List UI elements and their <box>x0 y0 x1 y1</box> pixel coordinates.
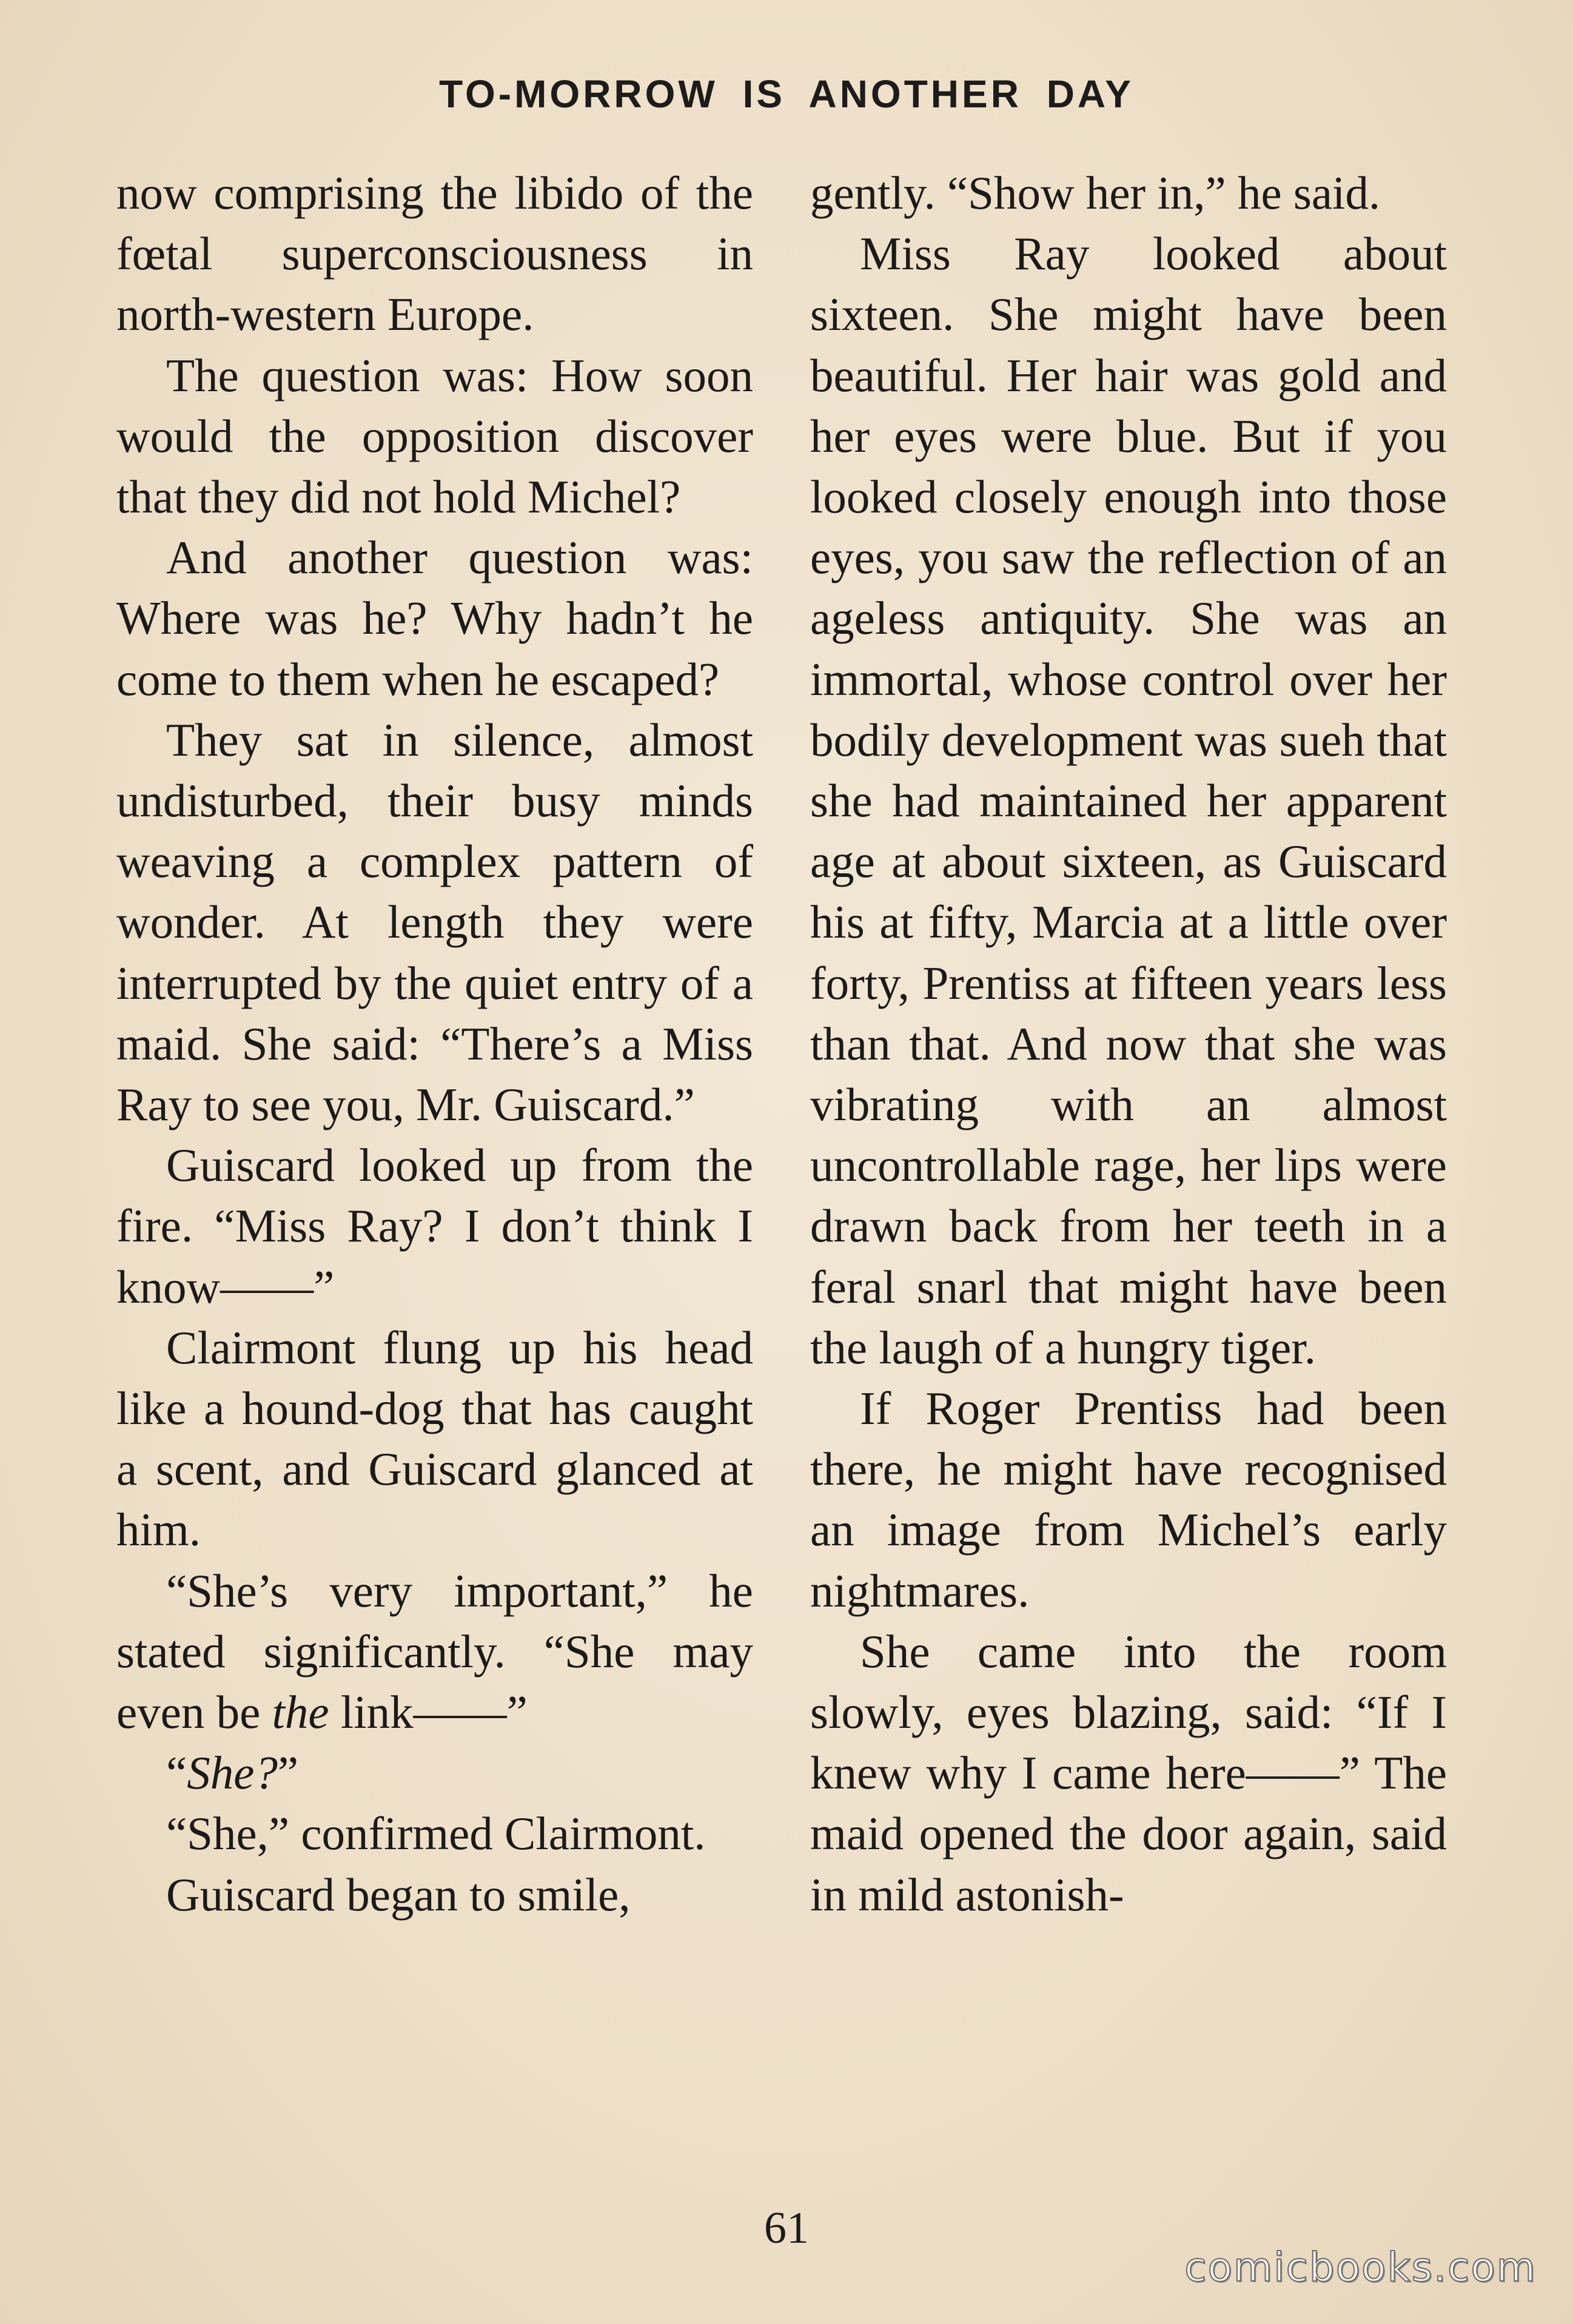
paragraph: Clairmont flung up his head like a hound-dog that has caught a scent, and Guiscard glanced at him. <box>116 1321 753 1556</box>
paragraph: gently. “Show her in,” he said. <box>810 167 1381 219</box>
site-watermark: comicbooks.com <box>1184 2244 1537 2291</box>
paragraph-text: ” <box>277 1747 299 1799</box>
paragraph <box>116 1560 753 1743</box>
paragraph: And another question was: Where was he? Why hadn’t he come to them when he escaped? <box>116 531 753 705</box>
running-head: TO-MORROW IS ANOTHER DAY <box>439 72 1134 116</box>
paragraph: Miss Ray looked about sixteen. She might have been beautiful. Her hair was gold and her eyes were blue. But if you looked closely enough into those eyes, you saw the reflection of an ageless antiquity. She was an immortal, whose control over her bodily development was sueh that she had maintained her apparent age at about sixteen, as Guiscard his at fifty, Marcia at a little over forty, Prentiss at fifteen years less than that. And now that she was vibrating with an almost uncontrollable rage, her lips were drawn back from her teeth in a feral snarl that might have been the laugh of a hungry tiger. <box>810 227 1447 1374</box>
paragraph <box>116 1742 753 1803</box>
paragraph: Guiscard began to smile, <box>166 1868 631 1921</box>
paragraph: The question was: How soon would the opposition discover that they did not hold Michel? <box>116 349 753 523</box>
italic-emphasis: She? <box>187 1747 278 1799</box>
paragraph-text: “She’s very important,” he stated significantly. “She may even be <box>116 1564 753 1739</box>
right-column <box>810 163 1447 1925</box>
paragraph-text: link——” <box>329 1686 528 1739</box>
left-column <box>116 163 753 1925</box>
paragraph: She came into the room slowly, eyes blazing, said: “If I knew why I came here——” The maid opened the door again, said in mild astonish- <box>810 1625 1447 1921</box>
paragraph: now comprising the libido of the fœtal superconsciousness in north-western Europe. <box>116 167 753 341</box>
page-number: 61 <box>764 2203 809 2253</box>
paragraph: If Roger Prentiss had been there, he might have recognised an image from Michel’s early nightmares. <box>810 1382 1447 1617</box>
paragraph-text: “ <box>166 1747 187 1799</box>
italic-emphasis: the <box>272 1686 329 1739</box>
paragraph: “She,” confirmed Clairmont. <box>166 1807 706 1860</box>
paragraph: They sat in silence, almost undisturbed, their busy minds weaving a complex pattern of wonder. At length they were interrupted by the quiet entry of a maid. She said: “There’s a Miss Ray to see you, Mr. Guiscard.” <box>116 713 753 1131</box>
paragraph: Guiscard looked up from the fire. “Miss Ray? I don’t think I know——” <box>116 1139 753 1313</box>
